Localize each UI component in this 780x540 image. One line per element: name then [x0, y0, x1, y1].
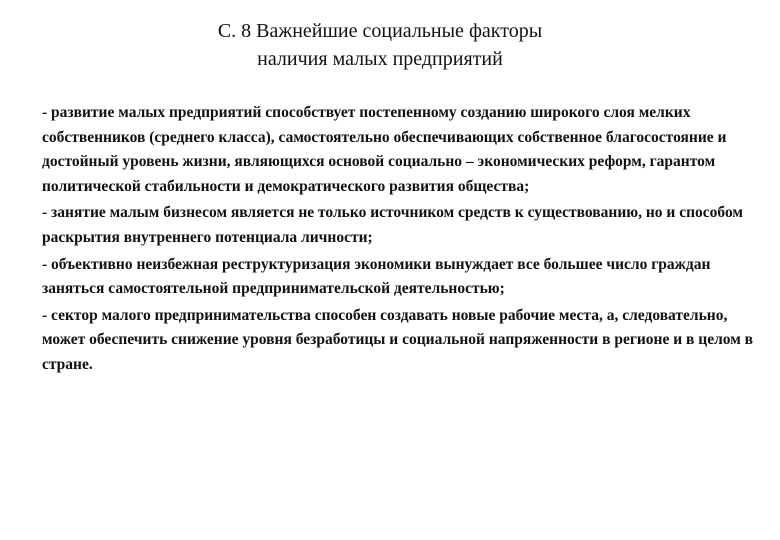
slide-body [42, 101, 758, 380]
factor-paragraph-1: - развитие малых предприятий способствует постепенному созданию широкого слоя мелких собственников (среднего класса), самостоятельно обеспечивающих собственное благосостояние и достойный уровень жизни, являющихся основой социально – экономических реформ, гарантом политической стабильности и демократического развития общества; [42, 104, 727, 195]
title-line-2: наличия малых предприятий [257, 48, 503, 70]
factor-paragraph-4: - сектор малого предпринимательства способен создавать новые рабочие места, а, следовательно, может обеспечить снижение уровня безработицы и социальной напряженности в регионе и в целом в стране. [42, 306, 754, 373]
title-line-1: С. 8 Важнейшие социальные факторы [217, 20, 543, 42]
factor-paragraph-2: - занятие малым бизнесом является не только источником средств к существованию, но и способом раскрытия внутреннего потенциала личности; [42, 204, 743, 246]
factor-paragraph-3: - объективно неизбежная реструктуризация экономики вынуждает все большее число граждан заняться самостоятельной предпринимательской деятельностью; [42, 255, 711, 298]
slide-title [0, 17, 760, 73]
